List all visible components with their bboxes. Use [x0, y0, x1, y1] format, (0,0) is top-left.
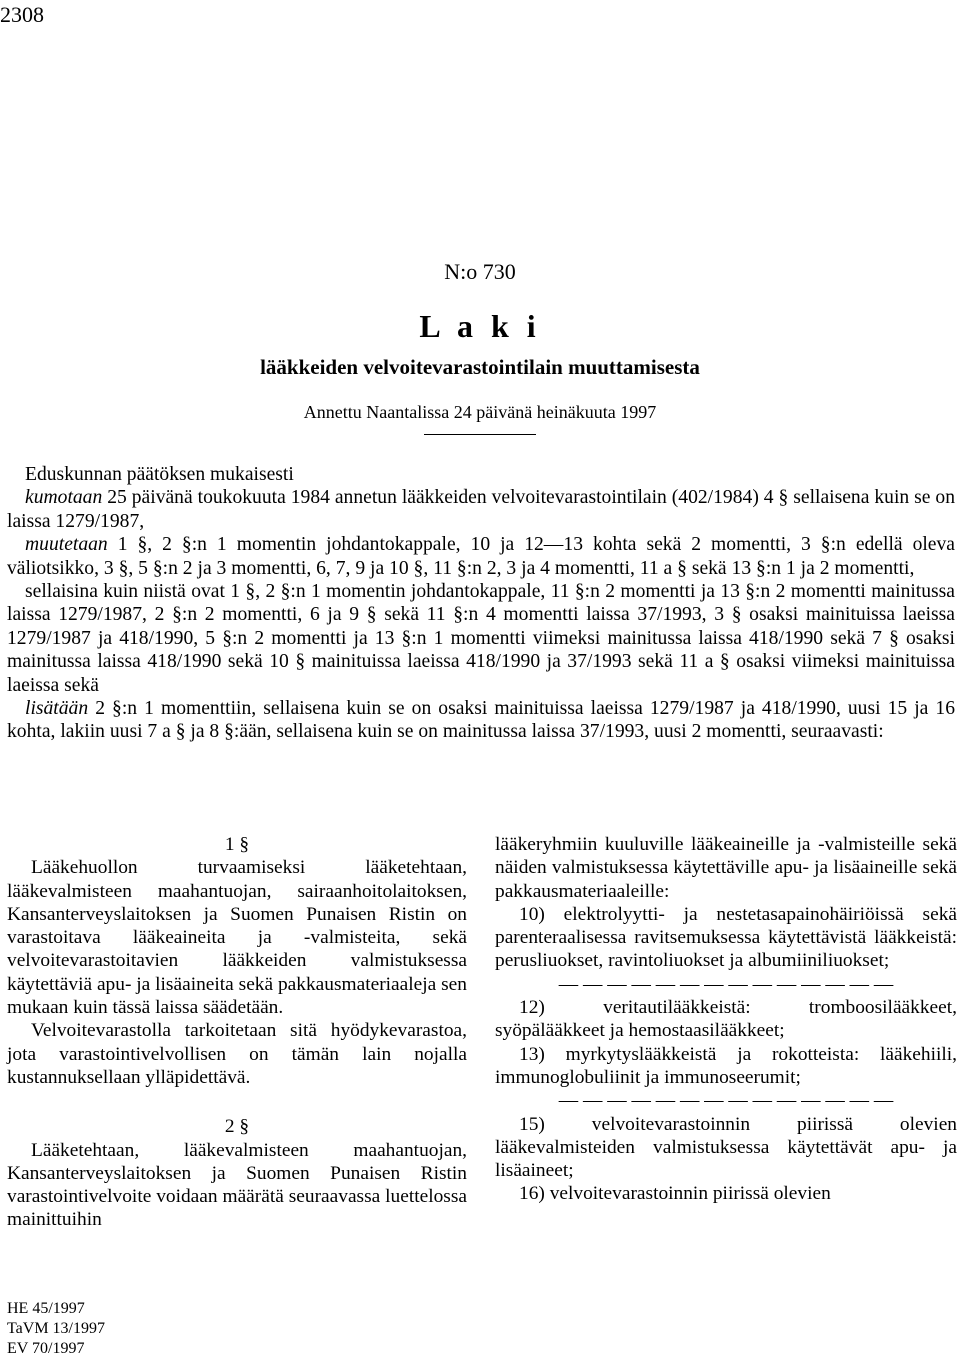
document-title: L a k i [419, 308, 541, 344]
statute-number: N:o 730 [444, 259, 516, 284]
left-column [7, 833, 467, 1232]
omission-dashes-2: — — — — — — — — — — — — — — [558, 1090, 894, 1112]
given-date: Annettu Naantalissa 24 päivänä heinäkuuta 1997 [303, 402, 657, 422]
reference-tavm: TaVM 13/1997 [7, 1320, 105, 1337]
intro-paragraph-repeal [7, 486, 955, 533]
repeal-keyword: kumotaan [25, 487, 103, 509]
list-item-12: 12) veritautilääkkeistä: tromboosilääkkeet, syöpälääkkeet ja hemostaasilääkkeet; [495, 997, 957, 1042]
list-item-15: 15) velvoitevarastoinnin piirissä olevien lääkevalmisteiden valmistuksessa käytettävät apu- ja lisäaineet; [495, 1113, 957, 1182]
list-item-10: 10) elektrolyytti- ja nestetasapainohäiriöissä sekä parenteraalisessa ravitsemuksessa käytettävistä lääkkeistä: perusliuokset, ravintoliuokset ja albumiiniliuokset; [495, 903, 957, 972]
add-keyword: lisätään [25, 698, 89, 720]
omission-dashes-1: — — — — — — — — — — — — — — [558, 973, 894, 995]
list-item-16: 16) velvoitevarastoinnin piirissä olevien [519, 1183, 831, 1205]
page-number: 2308 [0, 2, 44, 27]
amend-keyword: muutetaan [25, 534, 108, 556]
intro-paragraph-amend [7, 533, 955, 580]
document-subtitle: lääkkeiden velvoitevarastointilain muuttamisesta [260, 355, 700, 379]
intro-paragraph-add [7, 697, 955, 744]
legislative-references [7, 1299, 105, 1359]
section-2-continuation: lääkeryhmiin kuuluville lääkeaineille ja -valmisteille sekä näiden valmistuksessa käytettäville apu- ja lisäaineille sekä pakkausmateriaaleille: [495, 834, 957, 902]
intro-paragraph-such-as: sellaisina kuin niistä ovat 1 §, 2 §:n 1 momentin johdantokappale, 11 §:n 2 momentti ja 13 §:n 2 momentti mainitussa laissa 1279/1987, 2 §:n 2 momentti, 6 ja 9 § sekä 11 §:n 4 momentti laissa 37/1993, 3 § osaksi mainituissa laeissa 1279/1987 ja 418/1990, 5 §:n 2 momentti ja 13 §:n 1 momentti viimeksi mainitussa laissa 418/1990 sekä 7 § osaksi mainitussa laissa 418/1990 sekä 10 § mainituissa laeissa 418/1990 ja 37/1993 sekä 11 a § osaksi viimeksi mainituissa laeissa sekä [7, 581, 955, 696]
section-1-paragraph-1: Lääkehuollon turvaamiseksi lääketehtaan, lääkevalmisteen maahantuojan, sairaanhoitolaitoksen, Kansanterveyslaitoksen ja Suomen Punaisen Ristin on varastoitava lääkeaineita ja -valmisteita, sekä velvoitevarastoitavien lääkkeiden valmistuksessa käytettäviä apu- ja lisäaineita sekä pakkausmateriaaleja sen mukaan kuin tässä laissa säädetään. [7, 857, 467, 1019]
add-text: 2 §:n 1 momenttiin, sellaisena kuin se on osaksi mainituissa laeissa 1279/1987 ja 418/1990, uusi 15 ja 16 kohta, lakiin uusi 7 a § ja 8 §:ään, sellaisena kuin se on mainitussa laissa 37/1993, uusi 2 momentti, seuraavasti: [7, 698, 955, 743]
list-item-13: 13) myrkytyslääkkeistä ja rokotteista: lääkehiili, immunoglobuliinit ja immunoseerumit; [495, 1043, 957, 1088]
intro-paragraph-1: Eduskunnan päätöksen mukaisesti [25, 464, 294, 485]
section-1-paragraph-2: Velvoitevarastolla tarkoitetaan sitä hyödykevarastoa, jota varastointivelvollisen on tämän lain nojalla kustannuksellaan ylläpidettävä. [7, 1020, 467, 1088]
enacting-clause [7, 463, 955, 744]
amend-text: 1 §, 2 §:n 1 momentin johdantokappale, 10 ja 12—13 kohta sekä 2 momentti, 3 §:n edellä oleva väliotsikko, 3 §, 5 §:n 2 ja 3 momentti, 6, 7, 9 ja 10 §, 11 §:n 2, 3 ja 4 momentti, 11 a § sekä 13 §:n 1 ja 2 momentti, [7, 534, 955, 579]
reference-he: HE 45/1997 [7, 1300, 85, 1317]
section-2-heading: 2 § [224, 1116, 250, 1138]
section-2-paragraph-1: Lääketehtaan, lääkevalmisteen maahantuojan, Kansanterveyslaitoksen ja Suomen Punaisen Ristin varastointivelvoite voidaan määrätä seuraavassa luettelossa mainittuihin [7, 1139, 467, 1231]
right-column [495, 833, 957, 1206]
section-1-heading: 1 § [224, 834, 250, 855]
repeal-text: 25 päivänä toukokuuta 1984 annetun lääkkeiden velvoitevarastointilain (402/1984) 4 § sellaisena kuin se on laissa 1279/1987, [7, 487, 955, 532]
reference-ev: EV 70/1997 [7, 1340, 85, 1357]
title-divider [424, 434, 536, 435]
